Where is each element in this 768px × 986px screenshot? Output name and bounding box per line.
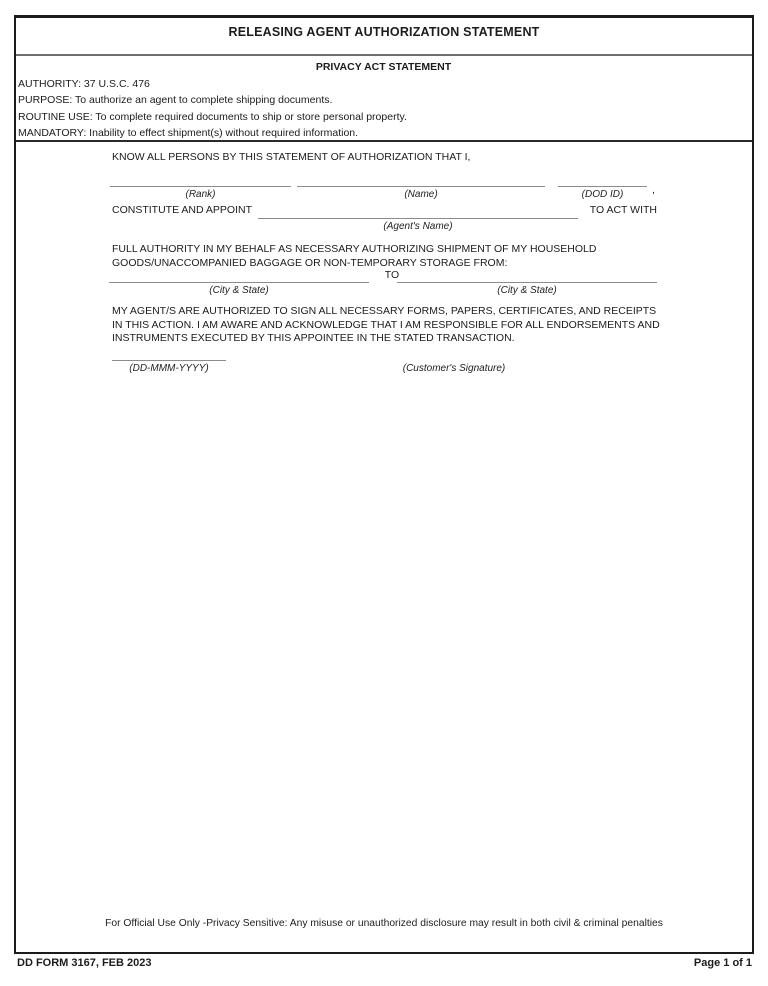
- dod-id-field[interactable]: [558, 186, 647, 187]
- agents-paragraph-line-3: INSTRUMENTS EXECUTED BY THIS APPOINTEE IN THE STATED TRANSACTION.: [112, 332, 515, 344]
- name-field[interactable]: [297, 186, 545, 187]
- from-city-state-field-group: [109, 282, 369, 296]
- page-footer: [14, 957, 754, 969]
- privacy-authority-line: AUTHORITY: 37 U.S.C. 476: [18, 78, 150, 90]
- privacy-act-heading: PRIVACY ACT STATEMENT: [315, 61, 452, 73]
- privacy-act-section: [16, 56, 752, 142]
- dod-id-field-group: [558, 186, 647, 200]
- date-field-label: (DD-MMM-YYYY): [129, 363, 209, 374]
- agents-paragraph-line-1: MY AGENT/S ARE AUTHORIZED TO SIGN ALL NECESSARY FORMS, PAPERS, CERTIFICATES, AND RECEIPTS: [112, 305, 657, 317]
- opening-statement: KNOW ALL PERSONS BY THIS STATEMENT OF AUTHORIZATION THAT I,: [112, 151, 471, 163]
- customer-signature-area[interactable]: [329, 363, 579, 374]
- fouo-notice: For Official Use Only -Privacy Sensitive: Any misuse or unauthorized disclosure may result in both civil & criminal penalties: [105, 918, 663, 929]
- rank-field-group: [110, 186, 291, 200]
- authority-paragraph-line-1: FULL AUTHORITY IN MY BEHALF AS NECESSARY AUTHORIZING SHIPMENT OF MY HOUSEHOLD: [112, 243, 597, 255]
- to-connector-text: TO: [384, 269, 400, 281]
- agents-paragraph-line-2: IN THIS ACTION. I AM AWARE AND ACKNOWLEDGE THAT I AM RESPONSIBLE FOR ALL ENDORSEMENTS AND: [112, 318, 660, 331]
- agent-name-field-label: (Agent's Name): [383, 221, 453, 232]
- constitute-and-appoint-text: CONSTITUTE AND APPOINT: [112, 204, 253, 216]
- rank-field-label: (Rank): [185, 189, 216, 200]
- dod-id-field-label: (DOD ID): [581, 189, 624, 200]
- privacy-mandatory-line: MANDATORY: Inability to effect shipment(s) without required information.: [18, 126, 359, 139]
- authority-paragraph-line-2: GOODS/UNACCOMPANIED BAGGAGE OR NON-TEMPORARY STORAGE FROM:: [112, 256, 508, 269]
- authority-paragraph: [112, 243, 596, 270]
- page-indicator: Page 1 of 1: [693, 957, 752, 969]
- privacy-routine-use-line: ROUTINE USE: To complete required documents to ship or store personal property.: [18, 110, 407, 123]
- date-field-group: [112, 360, 226, 374]
- to-city-state-field-group: [397, 282, 657, 296]
- to-city-state-field[interactable]: [397, 282, 657, 283]
- rank-field[interactable]: [110, 186, 291, 187]
- page-title: RELEASING AGENT AUTHORIZATION STATEMENT: [228, 25, 540, 39]
- name-field-group: [297, 186, 545, 200]
- form-body: [16, 142, 752, 948]
- form-border-box: [14, 15, 754, 954]
- customer-signature-label: (Customer's Signature): [402, 363, 506, 374]
- to-act-with-text: TO ACT WITH: [589, 204, 657, 216]
- agent-name-field-group: [258, 218, 578, 232]
- from-city-state-label: (City & State): [209, 285, 269, 296]
- agent-name-field[interactable]: [258, 218, 578, 219]
- from-city-state-field[interactable]: [109, 282, 369, 283]
- privacy-purpose-line: PURPOSE: To authorize an agent to complete shipping documents.: [18, 94, 333, 107]
- form-title-bar: [16, 18, 752, 56]
- agents-authorization-paragraph: [112, 305, 660, 346]
- form-number: DD FORM 3167, FEB 2023: [17, 957, 152, 969]
- date-field[interactable]: [112, 360, 226, 361]
- after-dod-id-comma: ,: [652, 184, 655, 196]
- name-field-label: (Name): [404, 189, 438, 200]
- to-city-state-label: (City & State): [497, 285, 557, 296]
